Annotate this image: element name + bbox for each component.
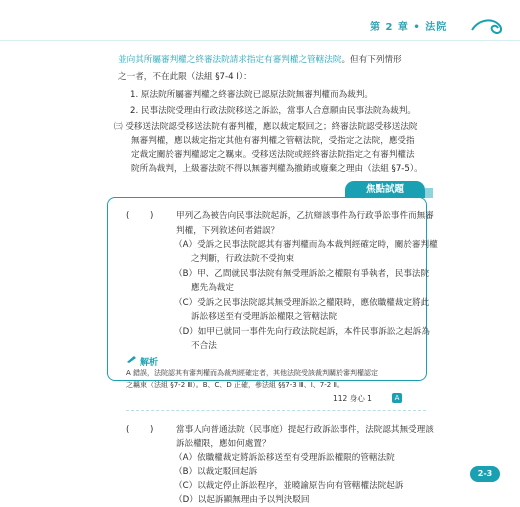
paragraph-line <box>118 54 402 67</box>
explanation-title: 解析 <box>140 358 159 368</box>
question-text: 甲列乙為被告向民事法院起訴，乙抗辯該事件為行政爭訟事件而無審 <box>176 211 434 221</box>
explanation-text: A 錯誤，法院認其有審判權而為裁判經確定者，其他法院受該裁判關於審判權認定 <box>126 369 379 377</box>
chapter-header: 第 2 章 • 法院 <box>370 22 448 33</box>
option-b: （B）甲、乙間就民事法院有無受理訴訟之權限有爭執者，民事法院 <box>174 269 430 279</box>
option-c: （C）受訴之民事法院認其無受理訴訟之權限時，應依職權裁定將此 <box>174 298 430 308</box>
option-c-cont: 訴訟移送至有受理訴訟權限之管轄法院 <box>191 312 338 322</box>
paragraph-line: 院所為裁判，上級審法院不得以無審判權為撤銷或廢棄之理由（法組 §7-5）。 <box>131 164 423 174</box>
option-d-cont: 不合法 <box>191 341 217 351</box>
answer-blank-close: ) <box>150 425 154 435</box>
swirl-ornament-icon <box>470 16 510 40</box>
option-b-cont: 應先為裁定 <box>191 283 234 293</box>
list-item: 1. 原法院所屬審判權之終審法院已認原法院無審判權而為裁判。 <box>130 90 373 100</box>
header-rule <box>0 40 520 41</box>
option-a: （A）受訴之民事法院認其有審判權而為本裁判經確定時，關於審判權 <box>174 240 438 250</box>
option-a: （A）依職權裁定將訴訟移送至有受理訴訟權限的管轄法院 <box>174 453 395 463</box>
paragraph-line: 定裁定關於審判權認定之羈束。受移送法院或經終審法院指定之有審判權法 <box>131 150 415 160</box>
option-a-cont: 之判斷，行政法院不受拘束 <box>191 254 295 264</box>
highlight-text: 並向其所屬審判權之終審法院請求指定有審判權之管轄法院 <box>118 55 342 65</box>
option-c: （C）以裁定停止訴訟程序，並曉諭原告向有管轄權法院起訴 <box>174 481 404 491</box>
option-b: （B）以裁定駁回起訴 <box>174 467 258 477</box>
question-text: 判權，下列敘述何者錯誤？ <box>176 226 280 236</box>
answer-blank-open: ( <box>126 211 130 221</box>
answer-blank-open: ( <box>126 425 130 435</box>
paragraph-line: 無審判權，應以裁定指定其他有審判權之管轄法院，受指定之法院，應受指 <box>131 136 415 146</box>
pencil-arrow-icon <box>126 354 138 364</box>
quiz-tab: 焦點試題 <box>345 181 425 198</box>
paragraph-line: ㈢ 受移送法院認受移送法院有審判權，應以裁定駁回之；終審法院認受移送法院 <box>114 122 418 132</box>
answer-blank-close: ) <box>150 211 154 221</box>
option-d: （D）如甲已就同一事件先向行政法院起訴，本件民事訴訟之起訴為 <box>174 327 430 337</box>
question-text: 當事人向普通法院（民事庭）提起行政訴訟事件，法院認其無受理該 <box>176 425 434 435</box>
answer-badge: A <box>392 393 402 403</box>
exam-source: 112 身心 1 <box>333 394 372 403</box>
list-item: 2. 民事法院受理由行政法院移送之訴訟，當事人合意願由民事法院為裁判。 <box>130 106 416 116</box>
question-text: 訴訟權限，應如何處置？ <box>176 439 271 449</box>
text: 。但有下列情形 <box>341 55 402 65</box>
page-number: 2-3 <box>470 466 500 482</box>
explanation-text: 之羈束（法組 §7-2 Ⅲ）。B、C、D 正確，參法組 §§7-3 Ⅲ、Ⅰ、7-2 Ⅱ。 <box>126 381 344 389</box>
paragraph-line: 之一者，不在此限（法組 §7-4 Ⅰ）： <box>118 72 252 82</box>
option-d: （D）以起訴顯無理由予以判決駁回 <box>174 495 310 505</box>
quiz-tab-wing <box>425 188 433 198</box>
divider <box>126 410 426 411</box>
